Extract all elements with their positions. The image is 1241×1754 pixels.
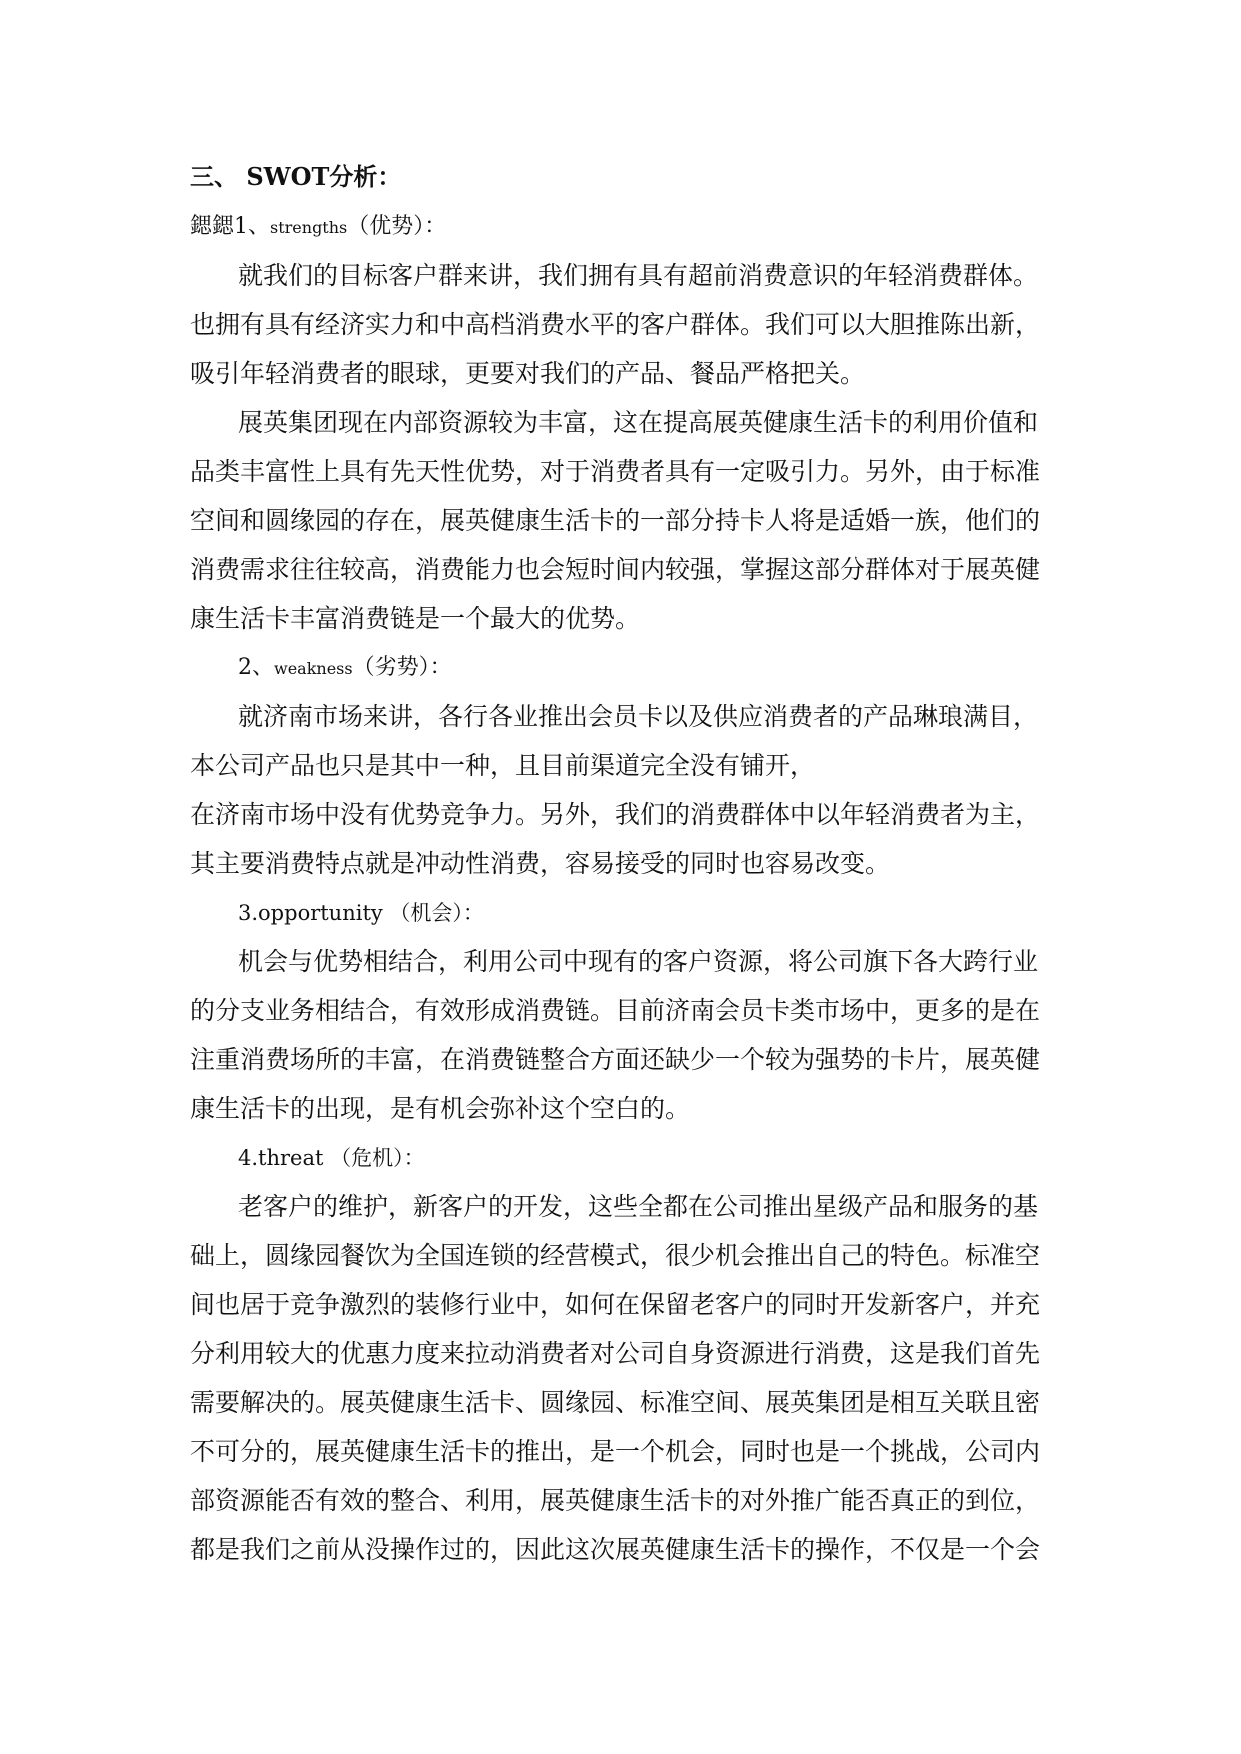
section-heading: 三、 SWOT分析： — [190, 162, 402, 191]
strengths-paragraph-2-line-2: 品类丰富性上具有先天性优势，对于消费者具有一定吸引力。另外，由于标准 — [190, 457, 1041, 486]
threat-line-1: 老客户的维护，新客户的开发，这些全都在公司推出星级产品和服务的基 — [238, 1192, 1039, 1221]
weakness-line-1: 就济南市场来讲，各行各业推出会员卡以及供应消费者的产品琳琅满目， — [238, 702, 1039, 731]
weakness-line-4: 其主要消费特点就是冲动性消费，容易接受的同时也容易改变。 — [190, 849, 891, 878]
strengths-paragraph-2-line-4: 消费需求往往较高，消费能力也会短时间内较强，掌握这部分群体对于展英健 — [190, 555, 1041, 584]
strengths-label-latin: strengths — [270, 218, 348, 237]
opportunity-line-4: 康生活卡的出现，是有机会弥补这个空白的。 — [190, 1094, 691, 1123]
opportunity-label: 3.opportunity （机会）： — [238, 901, 484, 925]
weakness-line-2: 本公司产品也只是其中一种，且目前渠道完全没有铺开， — [190, 751, 816, 780]
weakness-label-suffix: （劣势）： — [352, 655, 452, 680]
strengths-paragraph-2-line-5: 康生活卡丰富消费链是一个最大的优势。 — [190, 604, 641, 633]
opportunity-line-1: 机会与优势相结合，利用公司中现有的客户资源，将公司旗下各大跨行业 — [238, 947, 1039, 976]
threat-line-2: 础上，圆缘园餐饮为全国连锁的经营模式，很少机会推出自己的特色。标准空 — [190, 1241, 1041, 1270]
weakness-line-3: 在济南市场中没有优势竞争力。另外，我们的消费群体中以年轻消费者为主， — [190, 800, 1041, 829]
strengths-label-suffix: （优势）： — [347, 214, 447, 239]
strengths-paragraph-1-line-3: 吸引年轻消费者的眼球，更要对我们的产品、餐品严格把关。 — [190, 359, 866, 388]
threat-line-3: 间也居于竞争激烈的装修行业中，如何在保留老客户的同时开发新客户，并充 — [190, 1290, 1041, 1319]
strengths-paragraph-2-line-1: 展英集团现在内部资源较为丰富，这在提高展英健康生活卡的利用价值和 — [238, 408, 1039, 437]
strengths-paragraph-1-line-1: 就我们的目标客户群来讲，我们拥有具有超前消费意识的年轻消费群体。 — [238, 261, 1039, 290]
threat-line-6: 不可分的，展英健康生活卡的推出，是一个机会，同时也是一个挑战，公司内 — [190, 1437, 1041, 1466]
threat-label: 4.threat （危机）： — [238, 1146, 425, 1170]
strengths-label — [190, 210, 446, 244]
strengths-paragraph-1-line-2: 也拥有具有经济实力和中高档消费水平的客户群体。我们可以大胆推陈出新， — [190, 310, 1041, 339]
threat-line-4: 分利用较大的优惠力度来拉动消费者对公司自身资源进行消费，这是我们首先 — [190, 1339, 1041, 1368]
threat-line-7: 部资源能否有效的整合、利用，展英健康生活卡的对外推广能否真正的到位， — [190, 1486, 1041, 1515]
weakness-label-latin: weakness — [274, 659, 353, 678]
strengths-paragraph-2-line-3: 空间和圆缘园的存在，展英健康生活卡的一部分持卡人将是适婚一族，他们的 — [190, 506, 1041, 535]
opportunity-line-3: 注重消费场所的丰富，在消费链整合方面还缺少一个较为强势的卡片，展英健 — [190, 1045, 1041, 1074]
threat-line-5: 需要解决的。展英健康生活卡、圆缘园、标准空间、展英集团是相互关联且密 — [190, 1388, 1041, 1417]
threat-line-8: 都是我们之前从没操作过的，因此这次展英健康生活卡的操作，不仅是一个会 — [190, 1535, 1041, 1564]
weakness-label-prefix: 2、 — [238, 655, 274, 680]
strengths-label-prefix: 鍶鍶1、 — [190, 214, 270, 239]
opportunity-line-2: 的分支业务相结合，有效形成消费链。目前济南会员卡类市场中，更多的是在 — [190, 996, 1041, 1025]
weakness-label — [238, 651, 452, 685]
